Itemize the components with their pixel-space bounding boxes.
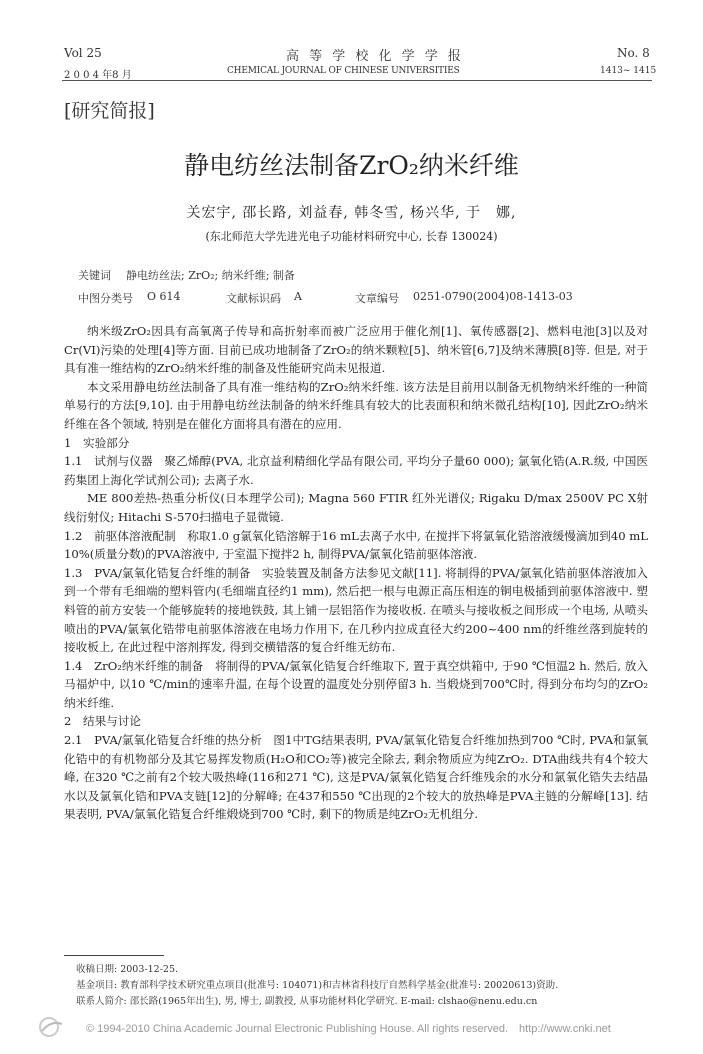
section-label: [研究简报] — [64, 100, 155, 122]
keywords-value: 静电纺丝法; ZrO₂; 纳米纤维; 制备 — [126, 269, 295, 282]
doc-code-value: A — [294, 290, 302, 303]
authors: 关宏宇, 邵长路, 刘益春, 韩冬雪, 杨兴华, 于 娜, — [186, 205, 517, 221]
paragraph: 本文采用静电纺丝法制备了具有准一维结构的ZrO₂纳米纤维. 该方法是目前用以制备无机物纳米纤维的一种简单易行的方法[9,10]. 由于用静电纺丝法制备的纳米纤维具有较大的比表面积和纳米微孔结构[10], 因此ZrO₂纳米纤维在各个领域, 特别是在催化方面将具有潜在的应用. — [64, 379, 648, 431]
page-range: 1413~ 1415 — [600, 66, 657, 76]
body-text — [64, 322, 648, 824]
article-number-label: 文章编号 — [355, 292, 399, 305]
paragraph: 1.3 PVA/氯氧化锆复合纤维的制备 实验装置及制备方法参见文献[11]. 将制得的PVA/氯氧化锆前驱体溶液加入到一个带有毛细端的塑料管内(毛细端直径约1 mm), 然后把一根与电源正高压相连的铜电极插到前驱体溶液中. 塑料管的前方安装一个能够旋转的接地铁鼓, 其上铺一层铝箔作为接收板. 在喷头与接收板之间形成一个电场, 从喷头喷出的PVA/氯氧化锆带电前驱体溶液在电场力作用下, 在几秒内拉成直径大约200~400 nm的纤维丝落到旋转的接收板上, 在此过程中溶剂挥发, 得到交横错落的复合纤维无纺布. — [64, 565, 648, 655]
paragraph: 纳米级ZrO₂因具有高氧离子传导和高折射率而被广泛应用于催化剂[1]、氧传感器[2]、燃料电池[3]以及对Cr(VI)污染的处理[4]等方面. 目前已成功地制备了ZrO₂的纳米颗粒[5]、纳米管[6,7]及纳米薄膜[8]等. 但是, 对于具有准一维结构的ZrO₂纳米纤维的制备及性能研究尚未见报道. — [64, 324, 648, 376]
paragraph: 1.1 试剂与仪器 聚乙烯醇(PVA, 北京益利精细化学品有限公司, 平均分子量60 000); 氯氧化锆(A.R.级, 中国医药集团上海化学试剂公司); 去离子水. — [64, 454, 648, 487]
issue-date: 2 0 0 4 年8 月 — [64, 70, 132, 81]
footnote-rule — [64, 955, 164, 956]
paragraph: ME 800差热-热重分析仪(日本理学公司); Magna 560 FTIR 红外光谱仪; Rigaku D/max 2500V PC X射线衍射仪; Hitachi S-570扫描电子显微镜. — [64, 491, 648, 524]
section-heading: 2 结果与讨论 — [64, 714, 141, 729]
footnote-contact: 联系人简介: 邵长路(1965年出生), 男, 博士, 副教授, 从事功能材料化学研究. E-mail: clshao@nenu.edu.cn — [76, 996, 538, 1007]
footnote-received: 收稿日期: 2003-12-25. — [76, 964, 179, 975]
footnote-funding: 基金项目: 教育部科学技术研究重点项目(批准号: 104071)和吉林省科技厅自然科学基金(批准号: 20020613)资助. — [76, 980, 559, 991]
clc-value: O 614 — [147, 290, 181, 303]
cnki-logo-icon — [36, 1016, 66, 1038]
paragraph: 2.1 PVA/氯氧化锆复合纤维的热分析 图1中TG结果表明, PVA/氯氧化锆复合纤维加热到700 ℃时, PVA和氯氧化锆中的有机物部分及其它易挥发物质(H₂O和CO₂等)被完全除去, 剩余物质应为纯ZrO₂. DTA曲线共有4个较大峰, 在320 ℃之前有2个较大吸热峰(116和271 ℃), 这是PVA/氯氧化锆复合纤维残余的水分和氯氧化锆失去结晶水以及氯氧化锆和PVA支链[12]的分解峰; 在437和550 ℃出现的2个较大的放热峰是PVA主链的分解峰[13]. 结果表明, PVA/氯氧化锆复合纤维煅烧到700 ℃时, 剩下的物质是纯ZrO₂无机组分. — [64, 733, 648, 822]
issue-number: No. 8 — [617, 46, 650, 60]
section-heading: 1 实验部分 — [64, 435, 130, 450]
paragraph: 1.4 ZrO₂纳米纤维的制备 将制得的PVA/氯氧化锆复合纤维取下, 置于真空烘箱中, 于90 ℃恒温2 h. 然后, 放入马福炉中, 以10 ℃/min的速率升温, 在每个设置的温度处分别停留3 h. 当煅烧到700℃时, 得到分布均匀的ZrO₂纳米纤维. — [64, 658, 648, 710]
doc-code-label: 文献标识码 — [226, 292, 281, 305]
paragraph: 1.2 前驱体溶液配制 称取1.0 g氯氧化锆溶解于16 mL去离子水中, 在搅拌下将氯氧化锆溶液缓慢滴加到40 mL 10%(质量分数)的PVA溶液中, 于室温下搅拌2 h, 制得PVA/氯氧化锆前驱体溶液. — [64, 528, 648, 562]
keywords-label: 关键词 — [78, 269, 111, 282]
copyright-text: © 1994-2010 China Academic Journal Electronic Publishing House. All rights reserved. http://www.cnki.net — [86, 1023, 611, 1035]
journal-name-en: CHEMICAL JOURNAL OF CHINESE UNIVERSITIES — [227, 66, 460, 76]
header-rule — [62, 80, 652, 81]
paper-title: 静电纺丝法制备ZrO₂纳米纤维 — [184, 151, 519, 180]
clc-label: 中图分类号 — [78, 292, 133, 305]
journal-name-cn: 高 等 学 校 化 学 学 报 — [286, 49, 464, 64]
copyright-bar — [0, 1016, 703, 1040]
article-number-value: 0251-0790(2004)08-1413-03 — [413, 290, 573, 303]
footnotes — [76, 962, 656, 1010]
affiliation: (东北师范大学先进光电子功能材料研究中心, 长春 130024) — [205, 230, 498, 243]
volume-label: Vol 25 — [64, 46, 102, 60]
